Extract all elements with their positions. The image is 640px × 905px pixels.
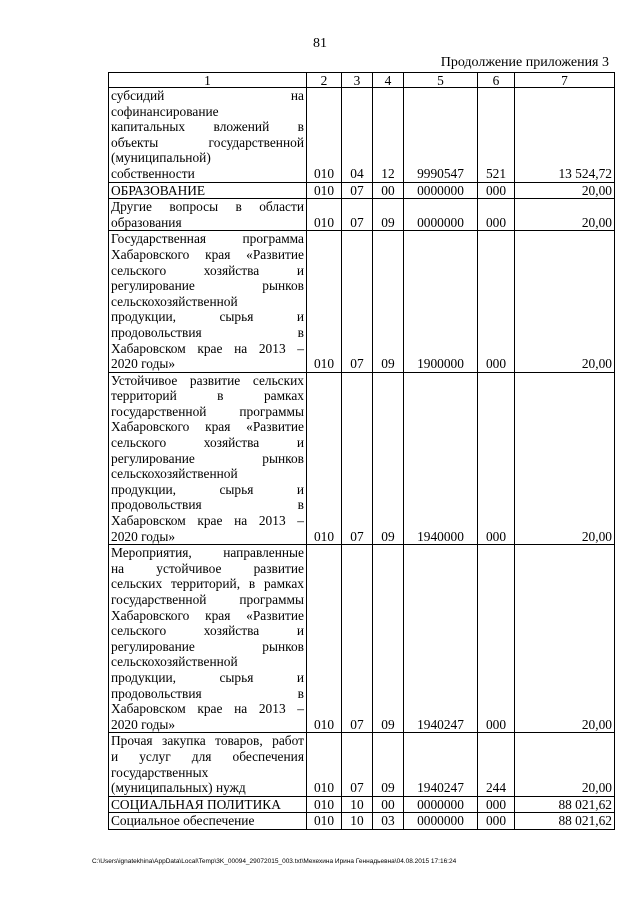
continuation-label: Продолжение приложения 3 [440,55,609,70]
cell-col-4: 12 [373,88,404,183]
row-name-cell [109,733,307,796]
cell-col-4: 09 [373,199,404,231]
col-header-1: 1 [109,73,307,88]
table-row [109,813,615,830]
row-name-cell [109,182,307,199]
row-name-line: Хабаровском крае на 2013 – [111,340,304,356]
cell-col-2: 010 [307,199,342,231]
cell-col-6: 000 [478,796,515,813]
cell-col-5: 9990547 [404,88,478,183]
row-name-line: государственной программы [111,592,304,607]
row-name-line: продукции, сырья и [111,481,304,497]
row-name-line: 2020 годы» [111,716,176,732]
cell-col-5: 1940247 [404,545,478,733]
cell-col-7: 20,00 [515,545,615,733]
table-row [109,182,615,199]
cell-col-3: 07 [342,182,373,199]
cell-col-4: 00 [373,182,404,199]
cell-col-7: 20,00 [515,372,615,545]
row-name-line: образования [111,214,182,230]
footer-file-path: C:\Users\ignatekhina\AppData\Local\Temp\3K_00094_29072015_003.txt\Мехехина Ирина Геннадьевна\04.08.2015 17:16:24 [92,858,457,865]
row-name-line: Хабаровского края «Развитие [111,419,304,435]
table-row [109,545,615,733]
row-name-cell [109,545,307,733]
row-name-line: сельских территорий, в рамках [111,576,304,592]
row-name-line: софинансирование [111,103,219,119]
cell-col-7: 88 021,62 [515,813,615,830]
row-name-cell [109,813,307,830]
row-name-line: государственных [111,764,209,780]
row-name-line: продовольствия в [111,497,304,513]
row-name-line: (муниципальных) нужд [111,780,246,796]
row-name-line: регулирование рынков [111,450,304,466]
table-row [109,199,615,231]
row-name-line: регулирование рынков [111,278,304,294]
col-header-5: 5 [404,73,478,88]
cell-col-2: 010 [307,733,342,796]
row-name-line: 2020 годы» [111,528,176,544]
cell-col-6: 000 [478,372,515,545]
cell-col-7: 20,00 [515,182,615,199]
cell-col-2: 010 [307,796,342,813]
cell-col-2: 010 [307,372,342,545]
row-name-line: и услуг для обеспечения [111,748,304,764]
cell-col-3: 07 [342,231,373,372]
row-name-line: сельскохозяйственной [111,293,238,309]
row-name-line: продовольствия в [111,685,304,701]
cell-col-6: 244 [478,733,515,796]
cell-col-7: 20,00 [515,199,615,231]
cell-col-6: 000 [478,199,515,231]
row-name-cell [109,796,307,813]
row-name-cell [109,199,307,231]
col-header-2: 2 [307,73,342,88]
row-name-line: территорий в рамках [111,388,304,404]
table-row [109,796,615,813]
header-row [109,73,615,88]
cell-col-2: 010 [307,231,342,372]
cell-col-5: 0000000 [404,199,478,231]
row-name-line: сельскохозяйственной [111,466,238,482]
cell-col-2: 010 [307,813,342,830]
row-name-line: субсидий на [111,88,304,103]
table-row [109,733,615,796]
cell-col-3: 07 [342,545,373,733]
cell-col-3: 04 [342,88,373,183]
cell-col-6: 000 [478,231,515,372]
cell-col-7: 88 021,62 [515,796,615,813]
row-name-line: собственности [111,165,195,181]
cell-col-3: 07 [342,733,373,796]
cell-col-7: 20,00 [515,231,615,372]
budget-table [108,72,615,830]
row-name-line: СОЦИАЛЬНАЯ ПОЛИТИКА [111,796,281,812]
cell-col-5: 1940000 [404,372,478,545]
cell-col-5: 0000000 [404,182,478,199]
col-header-7: 7 [515,73,615,88]
row-name-line: Социальное обеспечение [111,813,255,829]
table-row [109,372,615,545]
row-name-line: Хабаровского края «Развитие [111,607,304,623]
row-name-line: Государственная программа [111,231,304,247]
cell-col-7: 13 524,72 [515,88,615,183]
row-name-line: капитальных вложений в [111,119,304,135]
row-name-line: Устойчивое развитие сельских [111,372,304,388]
cell-col-3: 07 [342,372,373,545]
row-name-line: сельского хозяйства и [111,623,304,639]
cell-col-6: 000 [478,813,515,830]
cell-col-2: 010 [307,182,342,199]
page-number: 81 [313,36,327,51]
row-name-line: 2020 годы» [111,356,176,372]
col-header-4: 4 [373,73,404,88]
table-row [109,231,615,372]
cell-col-4: 09 [373,231,404,372]
row-name-line: продукции, сырья и [111,669,304,685]
row-name-line: регулирование рынков [111,638,304,654]
row-name-line: Хабаровском крае на 2013 – [111,513,304,529]
row-name-line: Прочая закупка товаров, работ [111,733,304,749]
cell-col-3: 07 [342,199,373,231]
cell-col-3: 10 [342,813,373,830]
cell-col-2: 010 [307,88,342,183]
row-name-line: ОБРАЗОВАНИЕ [111,182,206,198]
row-name-cell [109,372,307,545]
row-name-cell [109,231,307,372]
row-name-line: продукции, сырья и [111,309,304,325]
row-name-line: Мероприятия, направленные [111,545,304,561]
row-name-line: сельского хозяйства и [111,435,304,451]
row-name-line: государственной программы [111,403,304,419]
cell-col-3: 10 [342,796,373,813]
cell-col-5: 0000000 [404,813,478,830]
col-header-6: 6 [478,73,515,88]
row-name-line: на устойчивое развитие [111,560,304,576]
cell-col-4: 09 [373,545,404,733]
row-name-line: (муниципальной) [111,150,211,166]
row-name-line: продовольствия в [111,324,304,340]
row-name-line: Другие вопросы в области [111,199,304,215]
cell-col-5: 1940247 [404,733,478,796]
cell-col-6: 521 [478,88,515,183]
row-name-line: сельскохозяйственной [111,654,238,670]
table-body [109,88,615,830]
table-row [109,88,615,183]
cell-col-5: 0000000 [404,796,478,813]
cell-col-6: 000 [478,182,515,199]
col-header-3: 3 [342,73,373,88]
cell-col-4: 03 [373,813,404,830]
cell-col-5: 1900000 [404,231,478,372]
row-name-cell [109,88,307,183]
cell-col-2: 010 [307,545,342,733]
cell-col-4: 09 [373,372,404,545]
row-name-line: сельского хозяйства и [111,262,304,278]
cell-col-6: 000 [478,545,515,733]
row-name-line: Хабаровского края «Развитие [111,246,304,262]
cell-col-4: 00 [373,796,404,813]
row-name-line: Хабаровском крае на 2013 – [111,701,304,717]
cell-col-7: 20,00 [515,733,615,796]
row-name-line: объекты государственной [111,134,304,150]
cell-col-4: 09 [373,733,404,796]
